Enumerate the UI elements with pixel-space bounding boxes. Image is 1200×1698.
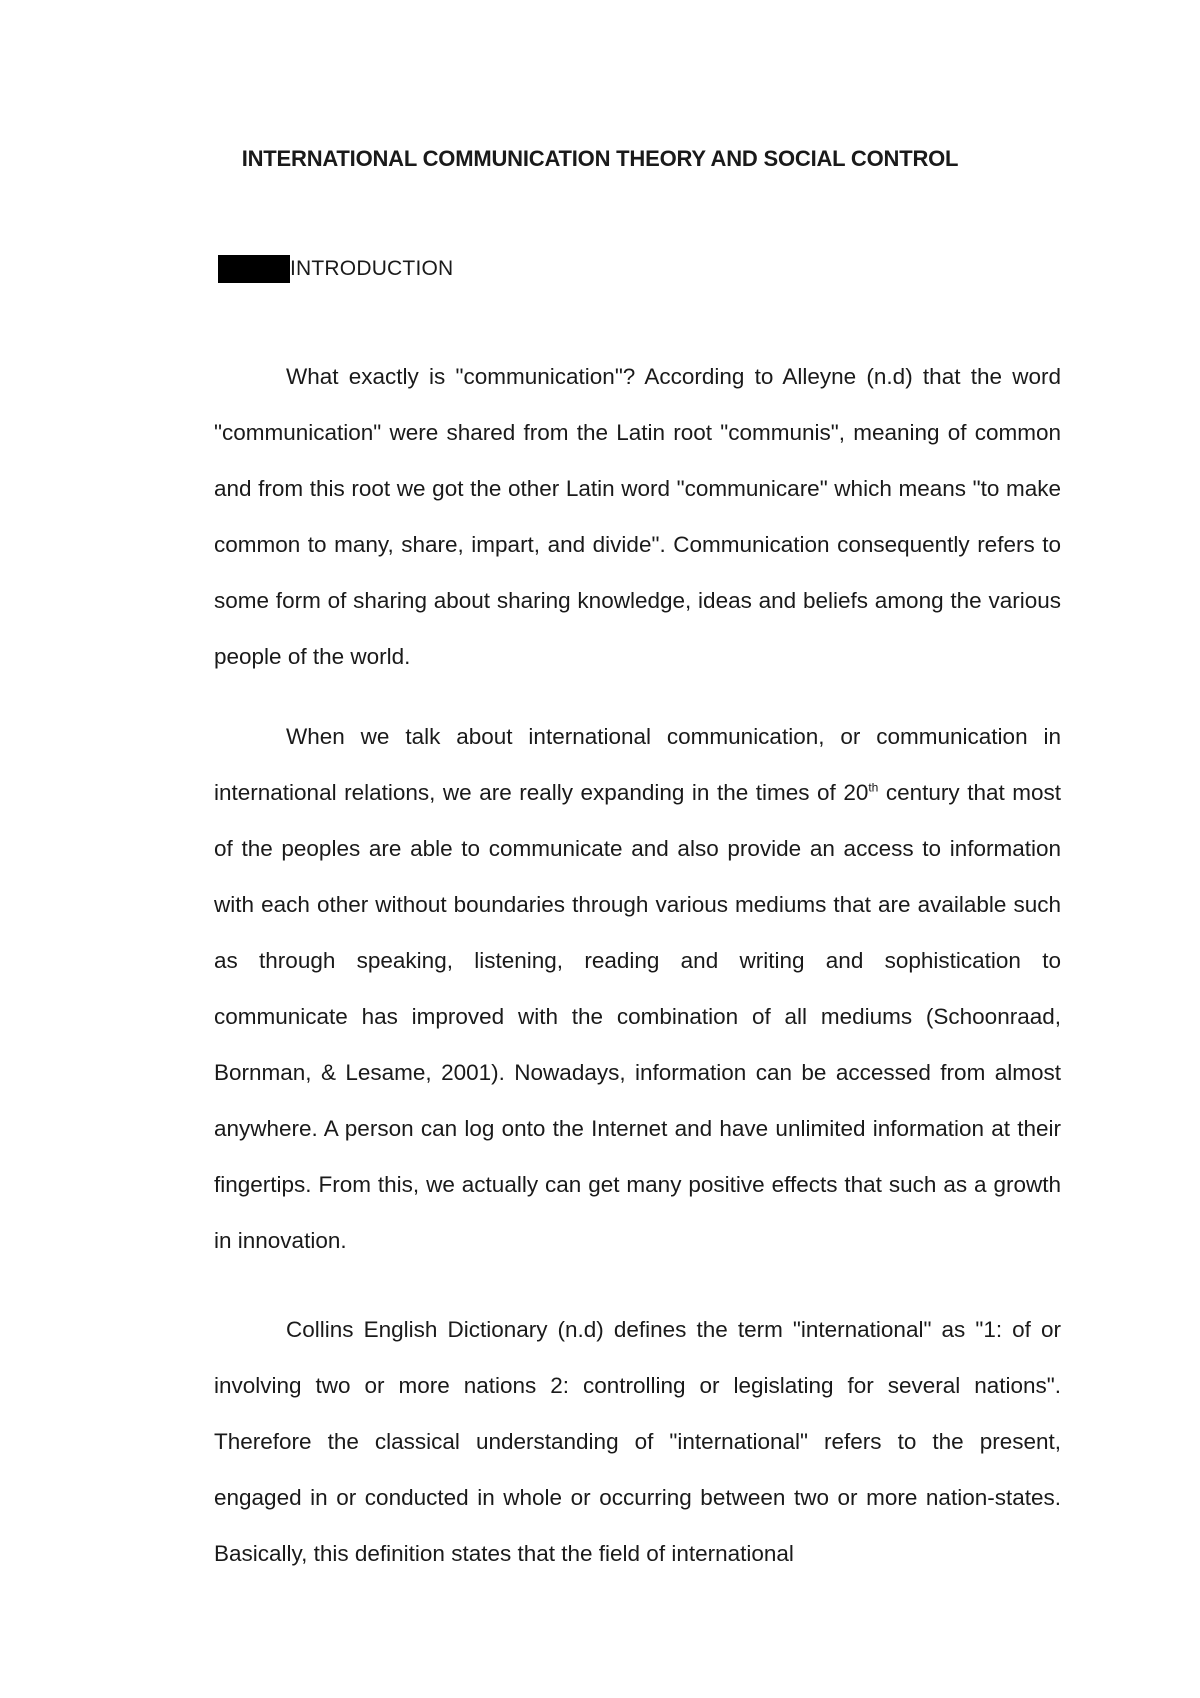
paragraph-2-text-after: century that most of the peoples are able to communicate and also provide an access to information with each other without boundaries through various mediums that are available such as through speaking, listening, reading and writing and sophistication to communicate has improved with the combination of all mediums (Schoonraad, Bornman, & Lesame, 2001). Nowadays, information can be accessed from almost anywhere. A person can log onto the Internet and have unlimited information at their fingertips. From this, we actually can get many positive effects that such as a growth in innovation. — [214, 780, 1061, 1253]
paragraph-2-text-before: When we talk about international communication, or communication in international relations, we are really expanding in the times of 20 — [214, 724, 1061, 805]
document-title: INTERNATIONAL COMMUNICATION THEORY AND SOCIAL CONTROL — [241, 146, 959, 171]
redaction-block — [218, 255, 290, 283]
paragraph-1: What exactly is "communication"? According to Alleyne (n.d) that the word "communication" were shared from the Latin root "communis", meaning of common and from this root we got the other Latin word "communicare" which means "to make common to many, share, impart, and divide". Communication consequently refers to some form of sharing about sharing knowledge, ideas and beliefs among the various people of the world. — [214, 364, 1061, 669]
section-heading: INTRODUCTION — [290, 257, 454, 280]
paragraph-2 — [214, 709, 1061, 1269]
section-heading-row — [218, 254, 453, 284]
paragraph-3: Collins English Dictionary (n.d) defines the term "international" as "1: of or involving two or more nations 2: controlling or legislating for several nations". Therefore the classical understanding of "international" refers to the present, engaged in or conducted in whole or occurring between two or more nation-states. Basically, this definition states that the field of international — [214, 1317, 1061, 1566]
ordinal-superscript: th — [868, 780, 879, 795]
